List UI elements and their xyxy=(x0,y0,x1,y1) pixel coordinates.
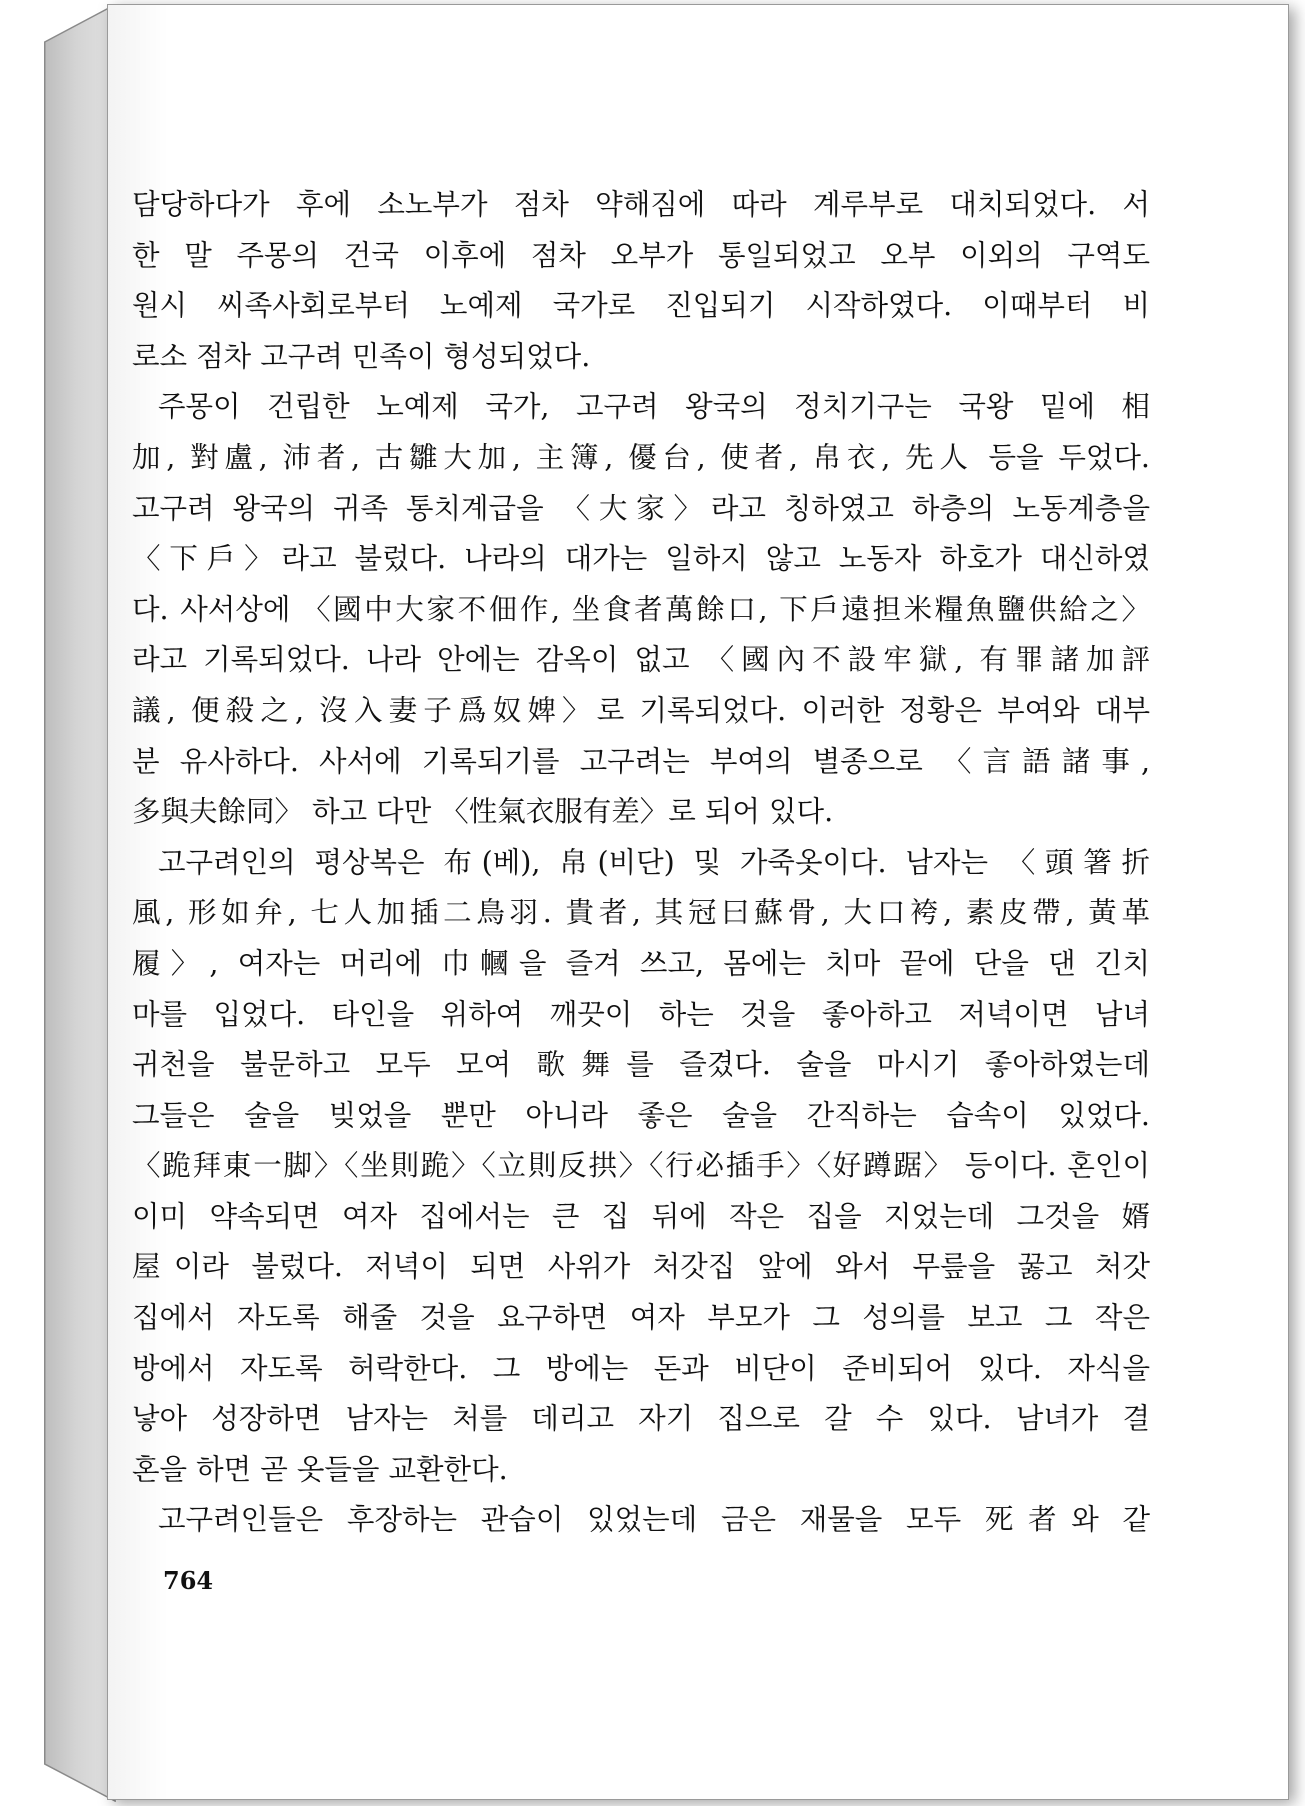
body-text xyxy=(132,180,1150,1546)
text-line: 議, 便殺之, 沒入妻子爲奴婢〉로 기록되었다. 이러한 정황은 부여와 대부 xyxy=(132,693,1150,727)
text-line-paragraph-start: 고구려인들은 후장하는 관습이 있었는데 금은 재물을 모두 死者와 같 xyxy=(158,1503,1150,1537)
book-spine xyxy=(44,4,116,1802)
text-line: 〈下戶〉라고 불렀다. 나라의 대가는 일하지 않고 노동자 하호가 대신하였 xyxy=(132,542,1150,576)
text-line: 다. 사서상에 〈國中大家不佃作, 坐食者萬餘口, 下戶遠担米糧魚鹽供給之〉 xyxy=(132,592,1150,626)
text-line: 多與夫餘同〉 하고 다만 〈性氣衣服有差〉로 되어 있다. xyxy=(132,795,834,829)
text-line: 風, 形如弁, 七人加插二鳥羽. 貴者, 其冠曰蘇骨, 大口袴, 素皮帶, 黃革 xyxy=(132,896,1150,930)
text-line: 담당하다가 후에 소노부가 점차 약해짐에 따라 계루부로 대치되었다. 서 xyxy=(132,188,1150,221)
text-line: 한 말 주몽의 건국 이후에 점차 오부가 통일되었고 오부 이외의 구역도 xyxy=(132,238,1150,272)
text-line: 분 유사하다. 사서에 기록되기를 고구려는 부여의 별종으로 〈言語諸事, xyxy=(132,744,1150,778)
text-line: 履〉, 여자는 머리에 巾幗을 즐겨 쓰고, 몸에는 치마 끝에 단을 댄 긴치 xyxy=(132,946,1150,980)
text-line: 혼을 하면 곧 옷들을 교환한다. xyxy=(132,1452,508,1486)
text-line: 귀천을 불문하고 모두 모여 歌舞를 즐겼다. 술을 마시기 좋아하였는데 xyxy=(132,1048,1150,1082)
text-line: 加, 對盧, 沛者, 古雛大加, 主簿, 優台, 使者, 帛衣, 先人 등을 두었다. xyxy=(132,440,1150,474)
text-line: 屋이라 불렀다. 저녁이 되면 사위가 처갓집 앞에 와서 무릎을 꿇고 처갓 xyxy=(132,1250,1150,1284)
text-line: 그들은 술을 빚었을 뿐만 아니라 좋은 술을 간직하는 습속이 있었다. xyxy=(132,1098,1150,1132)
text-line: 원시 씨족사회로부터 노예제 국가로 진입되기 시작하였다. 이때부터 비 xyxy=(132,289,1150,323)
text-line: 고구려 왕국의 귀족 통치계급을 〈大家〉라고 칭하였고 하층의 노동계층을 xyxy=(132,491,1150,525)
text-line: 이미 약속되면 여자 집에서는 큰 집 뒤에 작은 집을 지었는데 그것을 婿 xyxy=(132,1199,1150,1233)
text-line: 집에서 자도록 해줄 것을 요구하면 여자 부모가 그 성의를 보고 그 작은 xyxy=(132,1301,1150,1335)
text-line: 〈跪拜東一脚〉〈坐則跪〉〈立則反拱〉〈行必插手〉〈好蹲踞〉 등이다. 혼인이 xyxy=(132,1149,1150,1183)
text-line: 방에서 자도록 허락한다. 그 방에는 돈과 비단이 준비되어 있다. 자식을 xyxy=(132,1351,1150,1385)
page-number: 764 xyxy=(163,1566,214,1595)
text-line: 낳아 성장하면 남자는 처를 데리고 자기 집으로 갈 수 있다. 남녀가 결 xyxy=(132,1402,1150,1436)
text-line: 로소 점차 고구려 민족이 형성되었다. xyxy=(132,339,591,373)
text-line: 마를 입었다. 타인을 위하여 깨끗이 하는 것을 좋아하고 저녁이면 남녀 xyxy=(132,997,1150,1031)
text-line-paragraph-start: 주몽이 건립한 노예제 국가, 고구려 왕국의 정치기구는 국왕 밑에 相 xyxy=(158,390,1150,424)
text-line-paragraph-start: 고구려인의 평상복은 布(베), 帛(비단) 및 가죽옷이다. 남자는 〈頭箸折 xyxy=(158,845,1150,879)
text-line: 라고 기록되었다. 나라 안에는 감옥이 없고 〈國內不設牢獄, 有罪諸加評 xyxy=(132,643,1150,677)
